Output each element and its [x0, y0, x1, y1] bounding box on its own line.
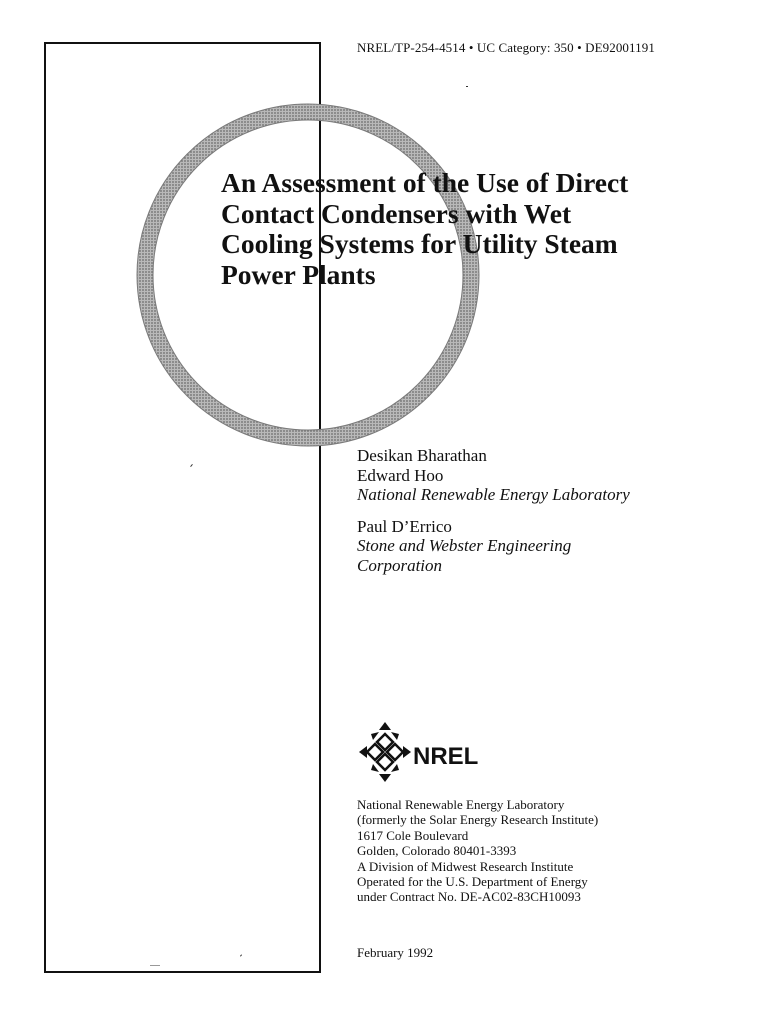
frame-left-rule: [44, 42, 46, 973]
frame-bottom-rule: [44, 971, 320, 973]
address-line: (formerly the Solar Energy Research Institute): [357, 812, 599, 828]
address-line: Golden, Colorado 80401-3393: [357, 843, 517, 859]
nrel-logo-icon: [357, 720, 497, 784]
author-name: Edward Hoo: [357, 465, 444, 485]
report-number-line: NREL/TP-254-4514 • UC Category: 350 • DE92001191: [357, 40, 655, 55]
title-line: Cooling Systems for Utility Steam: [221, 228, 618, 259]
scan-speck: [466, 86, 468, 87]
document-title: [221, 168, 741, 290]
author-affiliation: Corporation: [357, 555, 443, 575]
scan-speck: [240, 954, 242, 956]
author-affiliation: National Renewable Energy Laboratory: [357, 485, 630, 504]
publication-date: February 1992: [357, 945, 434, 960]
address-line: under Contract No. DE-AC02-83CH10093: [357, 889, 581, 905]
address-line: Operated for the U.S. Department of Energy: [357, 874, 588, 890]
scan-speck: [190, 464, 193, 467]
author-name: Paul D’Errico: [357, 516, 452, 536]
title-line: Power Plants: [221, 258, 376, 290]
address-line: 1617 Cole Boulevard: [357, 827, 469, 843]
author-affiliation: Stone and Webster Engineering: [357, 536, 572, 555]
address-line: National Renewable Energy Laboratory: [357, 797, 565, 812]
address-line: A Division of Midwest Research Institute: [357, 858, 574, 874]
logo-text: NREL: [413, 743, 479, 770]
scan-speck: [150, 965, 160, 966]
title-line: Contact Condensers with Wet: [221, 197, 572, 229]
author-block: [357, 446, 630, 575]
publisher-address: [357, 797, 598, 905]
frame-top-rule: [44, 42, 320, 44]
author-name: Desikan Bharathan: [357, 446, 487, 465]
title-line: An Assessment of the Use of Direct: [221, 167, 629, 198]
